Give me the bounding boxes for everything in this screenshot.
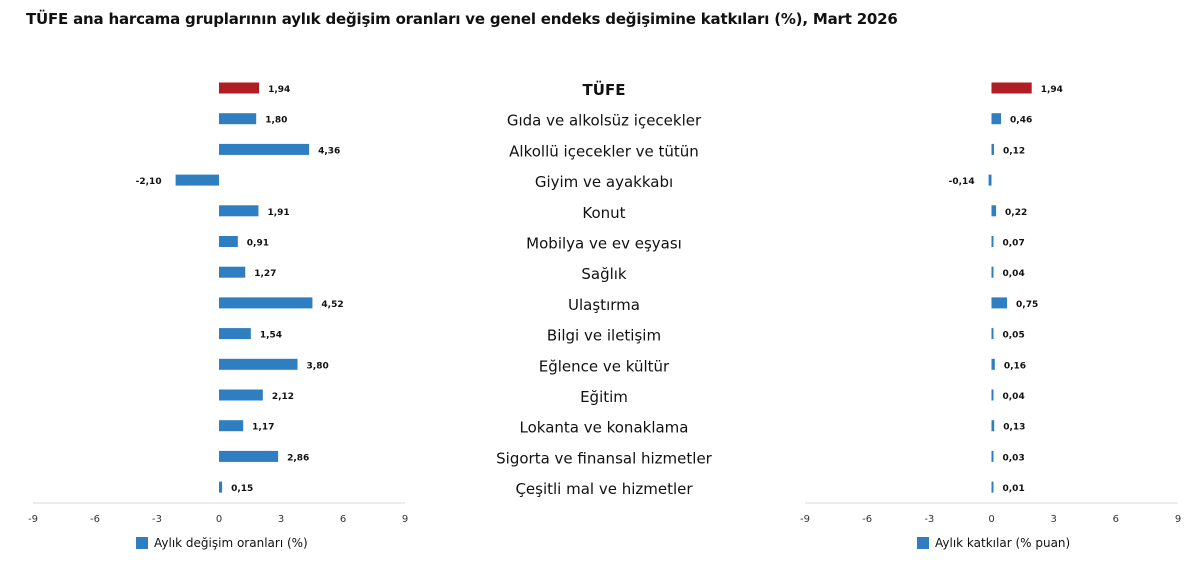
data-label: 4,52 (321, 299, 344, 310)
data-label: 3,80 (306, 361, 329, 372)
x-tick-label: 6 (1112, 514, 1120, 525)
bar-category-3 (176, 175, 219, 186)
bar-category-10 (992, 390, 994, 401)
legend-swatch (917, 537, 929, 549)
category-label: Sigorta ve finansal hizmetler (496, 449, 712, 468)
bar-category-5 (992, 236, 994, 247)
bar-tufe (992, 83, 1032, 94)
category-label: Eğitim (580, 388, 628, 406)
bar-category-12 (219, 451, 278, 462)
data-label: 0,12 (1002, 146, 1026, 157)
category-label: Lokanta ve konaklama (519, 418, 689, 437)
bar-tufe (219, 83, 259, 94)
bar-category-11 (219, 420, 243, 431)
category-label: Çeşitli mal ve hizmetler (515, 480, 693, 499)
bar-category-5 (219, 236, 238, 247)
category-label: Konut (582, 203, 626, 222)
data-label: 4,36 (318, 146, 341, 157)
data-label: 0,22 (1005, 207, 1028, 218)
category-label: Alkollü içecekler ve tütün (509, 142, 699, 161)
data-label: 2,12 (271, 392, 295, 402)
data-label: 1,17 (252, 422, 275, 433)
category-label: Mobilya ve ev eşyası (526, 234, 682, 253)
category-label-tufe: TÜFE (582, 81, 626, 99)
legend-swatch (136, 537, 148, 549)
category-label: Eğlence ve kültür (538, 357, 670, 376)
x-tick-label: 0 (215, 514, 223, 525)
data-label: 0,03 (1002, 453, 1025, 464)
legend-monthly-change (136, 536, 308, 550)
bar-category-6 (219, 267, 245, 278)
data-label: -2,10 (135, 177, 162, 188)
category-label: Ulaştırma (568, 295, 640, 314)
data-label: 1,80 (265, 115, 288, 126)
data-label: 1,94 (1040, 85, 1063, 95)
x-tick-label: -6 (90, 514, 100, 525)
data-label: 0,04 (1002, 392, 1025, 402)
data-label: 2,86 (287, 453, 310, 464)
data-label: 1,94 (268, 85, 291, 95)
monthly-change-chart (28, 83, 408, 526)
bar-category-1 (992, 113, 1002, 124)
bar-category-7 (219, 297, 312, 308)
x-tick-label: 0 (988, 514, 995, 525)
bar-category-9 (219, 359, 298, 370)
data-label: 0,05 (1002, 330, 1025, 341)
category-label: Gıda ve alkolsüz içecekler (506, 111, 702, 130)
data-label: 0,15 (231, 484, 254, 495)
data-label: 1,91 (267, 207, 290, 218)
data-label: 0,07 (1002, 238, 1025, 249)
legend-label: Aylık katkılar (% puan) (935, 536, 1071, 550)
data-label: 0,46 (1010, 115, 1033, 126)
data-label: 0,16 (1003, 361, 1027, 372)
bar-category-1 (219, 113, 256, 124)
x-tick-label: 9 (401, 514, 409, 525)
chart-title: TÜFE ana harcama gruplarının aylık değişim oranları ve genel endeks değişimine katkıları (%), Mart 2026 (26, 10, 898, 28)
data-label: 1,27 (254, 269, 277, 280)
bar-category-2 (219, 144, 309, 155)
bar-category-4 (219, 205, 258, 216)
bar-category-2 (992, 144, 994, 155)
category-label: Bilgi ve iletişim (546, 326, 662, 345)
bar-category-6 (992, 267, 994, 278)
bar-category-3 (989, 175, 992, 186)
bar-category-8 (992, 328, 994, 339)
data-label: 0,75 (1016, 299, 1039, 310)
x-tick-label: 3 (277, 514, 285, 525)
data-label: -0,14 (948, 177, 975, 188)
bar-category-11 (992, 420, 995, 431)
data-label: 1,54 (259, 330, 283, 341)
legend-label: Aylık değişim oranları (%) (154, 536, 308, 550)
x-tick-label: -3 (152, 514, 162, 525)
bar-category-10 (219, 390, 263, 401)
bar-category-8 (219, 328, 251, 339)
legend-contribution (917, 536, 1070, 550)
contribution-chart (800, 83, 1181, 526)
x-tick-label: -6 (862, 514, 873, 525)
data-label: 0,91 (246, 238, 270, 249)
data-label: 0,13 (1003, 422, 1026, 433)
data-label: 0,01 (1002, 484, 1025, 495)
x-tick-label: 3 (1050, 514, 1057, 525)
bar-category-9 (992, 359, 995, 370)
bar-category-13 (992, 482, 994, 493)
x-tick-label: -9 (28, 514, 38, 525)
bar-category-7 (992, 297, 1008, 308)
x-tick-label: -9 (800, 514, 810, 525)
bar-category-4 (992, 205, 997, 216)
bar-category-13 (219, 482, 222, 493)
category-label: Giyim ve ayakkabı (534, 173, 674, 192)
x-tick-label: -3 (924, 514, 935, 525)
category-labels (496, 80, 713, 498)
x-tick-label: 6 (339, 514, 347, 525)
category-label: Sağlık (581, 265, 627, 284)
data-label: 0,04 (1002, 269, 1025, 280)
bar-category-12 (992, 451, 994, 462)
x-tick-label: 9 (1174, 514, 1182, 525)
